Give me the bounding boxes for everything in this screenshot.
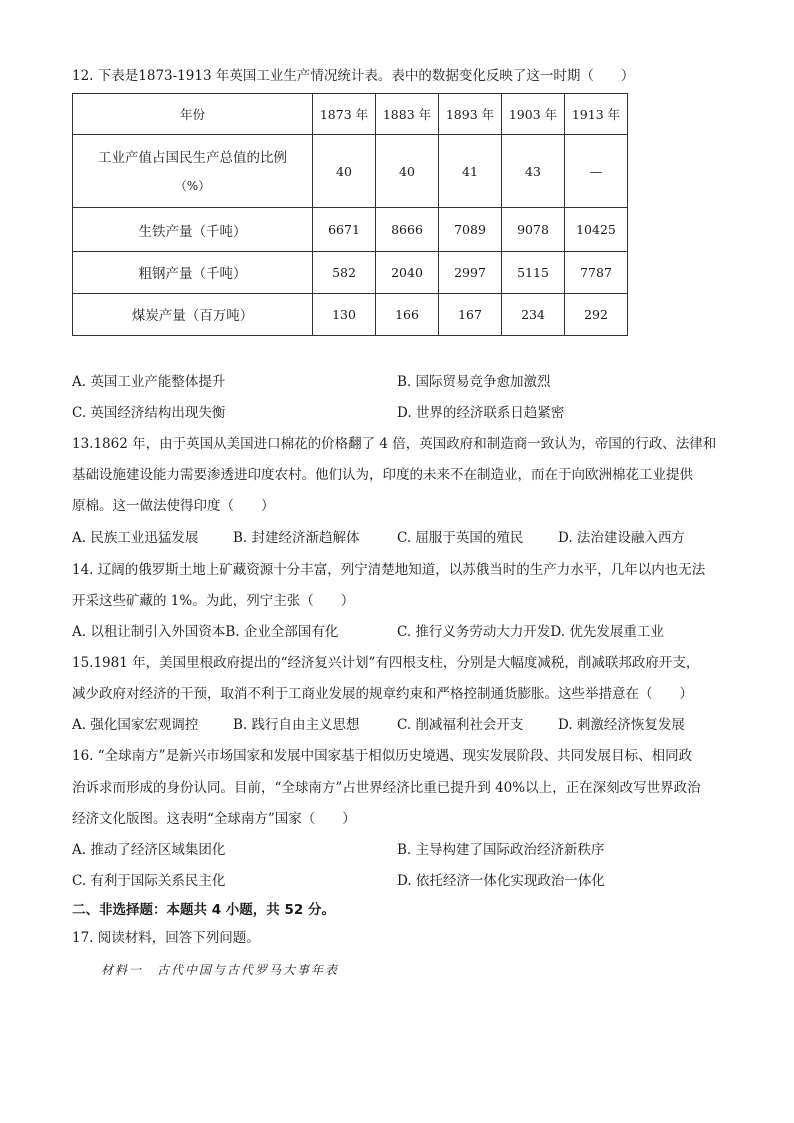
q16-option-c[interactable]: C. 有利于国际关系民主化 (72, 873, 226, 889)
question-12-stem: 12. 下表是1873-1913 年英国工业生产情况统计表。表中的数据变化反映了这一时期（ ） (72, 68, 635, 84)
material-title: 材料一 古代中国与古代罗马大事年表 (101, 963, 340, 977)
question-13-line-3: 原棉。这一做法使得印度（ ） (72, 498, 275, 514)
table-header-row (73, 94, 628, 135)
q12-option-b[interactable]: B. 国际贸易竞争愈加激烈 (397, 374, 551, 390)
table-cell: 2040 (376, 251, 439, 293)
q15-option-d[interactable]: D. 刺激经济恢复发展 (558, 717, 685, 733)
table-cell: 582 (313, 251, 376, 293)
q13-option-b[interactable]: B. 封建经济渐趋解体 (233, 530, 360, 546)
table-cell: 6671 (313, 208, 376, 251)
section-heading: 二、非选择题：本题共 4 小题，共 52 分。 (72, 902, 335, 918)
question-14-line-1: 14. 辽阔的俄罗斯土地上矿藏资源十分丰富，列宁清楚地知道，以苏俄当时的生产力水平，几年以内也无法 (72, 562, 706, 578)
table-row-label: 煤炭产量（百万吨） (73, 293, 313, 335)
q15-option-c[interactable]: C. 削减福利社会开支 (397, 717, 524, 733)
table-row-label (73, 135, 313, 208)
q16-option-a[interactable]: A. 推动了经济区域集团化 (72, 842, 226, 858)
question-16-line-2: 治诉求而形成的身份认同。目前，“全球南方”占世界经济比重已提升到 40%以上，正在深刻改写世界政治 (72, 780, 701, 796)
q15-option-a[interactable]: A. 强化国家宏观调控 (72, 717, 199, 733)
table-cell: 292 (565, 293, 628, 335)
question-13-line-1: 13.1862 年，由于英国从美国进口棉花的价格翻了 4 倍，英国政府和制造商一致认为，帝国的行政、法律和 (72, 436, 717, 452)
table-header-cell: 1913 年 (565, 94, 628, 135)
q13-option-d[interactable]: D. 法治建设融入西方 (558, 530, 685, 546)
table-cell: 41 (439, 135, 502, 208)
q15-option-b[interactable]: B. 践行自由主义思想 (233, 717, 360, 733)
question-15-line-1: 15.1981 年，美国里根政府提出的“经济复兴计划”有四根支柱，分别是大幅度减税，削减联邦政府开支， (72, 655, 700, 671)
table-row-label: 生铁产量（千吨） (73, 208, 313, 251)
table-header-cell: 年份 (73, 94, 313, 135)
table-cell: 167 (439, 293, 502, 335)
question-17-stem: 17. 阅读材料，回答下列问题。 (72, 930, 260, 946)
table-cell: 8666 (376, 208, 439, 251)
question-16-line-3: 经济文化版图。这表明“全球南方”国家（ ） (72, 811, 356, 827)
table-cell: 234 (502, 293, 565, 335)
table-cell: — (565, 135, 628, 208)
table-row-label: 粗钢产量（千吨） (73, 251, 313, 293)
table-header-cell: 1883 年 (376, 94, 439, 135)
question-15-line-2: 减少政府对经济的干预，取消不利于工商业发展的规章约束和严格控制通货膨胀。这些举措意在（ ） (72, 686, 693, 702)
production-table (72, 93, 628, 336)
q14-option-cd[interactable]: C. 推行义务劳动大力开发D. 优先发展重工业 (397, 624, 664, 640)
question-16-line-1: 16. “全球南方”是新兴市场国家和发展中国家基于相似历史境遇、现实发展阶段、共同发展目标、相同政 (72, 748, 693, 764)
table-cell: 40 (376, 135, 439, 208)
q16-option-b[interactable]: B. 主导构建了国际政治经济新秩序 (397, 842, 605, 858)
table-row (73, 135, 628, 208)
question-14-line-2: 开采这些矿藏的 1%。为此，列宁主张（ ） (72, 593, 355, 609)
q14-option-ab[interactable]: A. 以租让制引入外国资本B. 企业全部国有化 (72, 624, 339, 640)
table-row-label-line1: 工业产值占国民生产总值的比例 (98, 150, 287, 167)
table-row (73, 293, 628, 335)
table-header-cell: 1893 年 (439, 94, 502, 135)
table-cell: 43 (502, 135, 565, 208)
table-header-cell: 1903 年 (502, 94, 565, 135)
table-header-cell: 1873 年 (313, 94, 376, 135)
table-cell: 5115 (502, 251, 565, 293)
q12-option-a[interactable]: A. 英国工业产能整体提升 (72, 374, 226, 390)
table-cell: 2997 (439, 251, 502, 293)
table-cell: 7089 (439, 208, 502, 251)
question-13-line-2: 基础设施建设能力需要渗透进印度农村。他们认为，印度的未来不在制造业，而在于向欧洲棉花工业提供 (72, 467, 693, 483)
table-cell: 10425 (565, 208, 628, 251)
table-row (73, 208, 628, 251)
q12-option-d[interactable]: D. 世界的经济联系日趋紧密 (397, 405, 565, 421)
table-cell: 166 (376, 293, 439, 335)
table-cell: 40 (313, 135, 376, 208)
table-cell: 130 (313, 293, 376, 335)
table-row-label-line2: （%） (174, 179, 211, 194)
q16-option-d[interactable]: D. 依托经济一体化实现政治一体化 (397, 873, 605, 889)
q13-option-c[interactable]: C. 屈服于英国的殖民 (397, 530, 524, 546)
table-row (73, 251, 628, 293)
table-cell: 9078 (502, 208, 565, 251)
table-cell: 7787 (565, 251, 628, 293)
q12-option-c[interactable]: C. 英国经济结构出现失衡 (72, 405, 226, 421)
q13-option-a[interactable]: A. 民族工业迅猛发展 (72, 530, 199, 546)
